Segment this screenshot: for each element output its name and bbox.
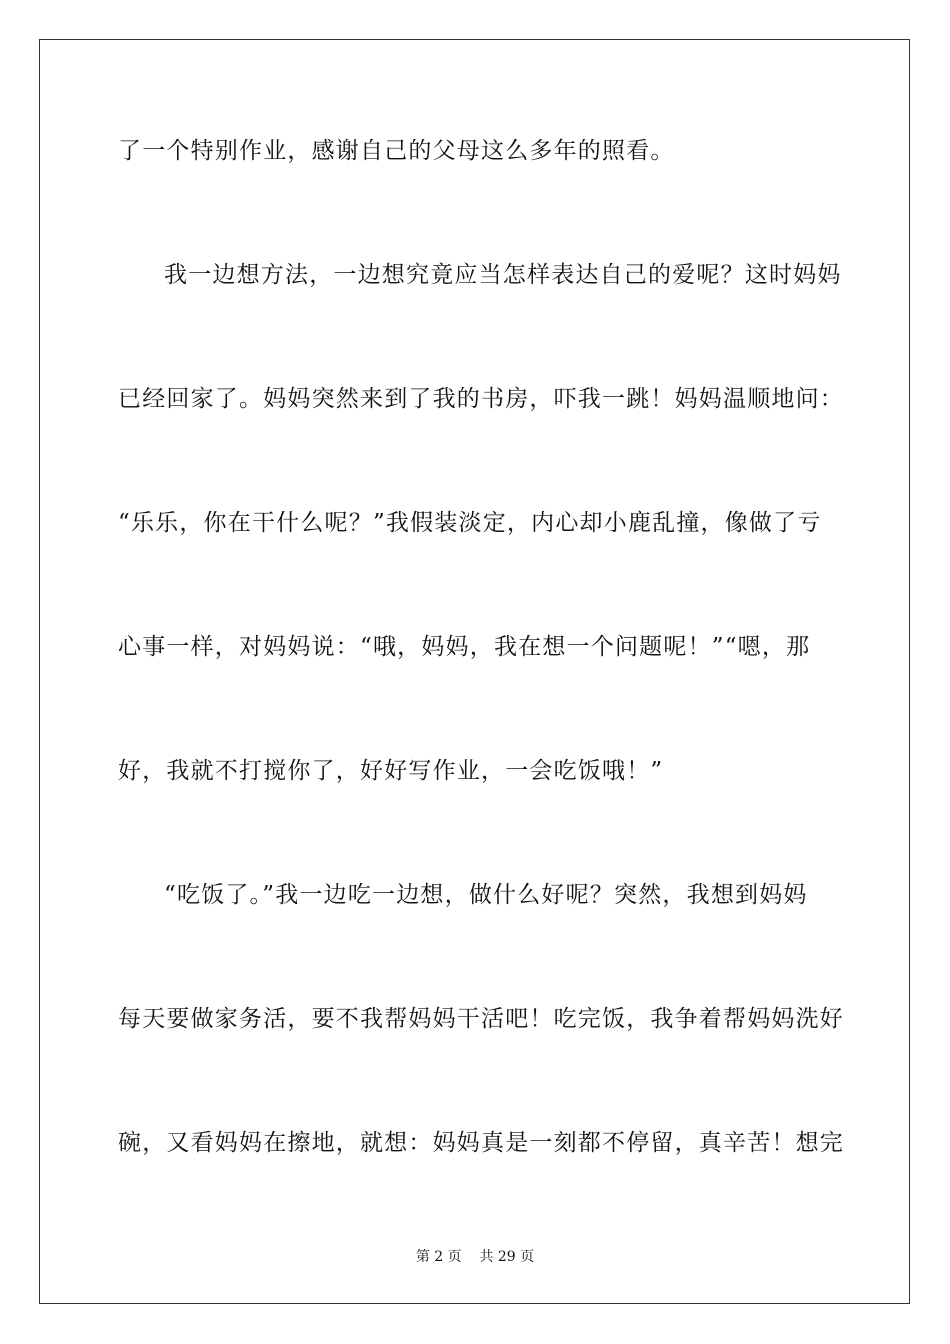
text-line-9: 碗，又看妈妈在擦地，就想：妈妈真是一刻都不停留，真辛苦！想完 <box>118 1130 844 1156</box>
page-border <box>39 39 910 1304</box>
page-footer <box>0 1248 950 1266</box>
page-number: 第 2 页 <box>415 1249 462 1265</box>
text-line-7: “吃饭了。”我一边吃一边想，做什么好呢？突然，我想到妈妈 <box>164 882 808 908</box>
total-pages: 共 29 页 <box>479 1249 535 1265</box>
text-line-4: “乐乐，你在干什么呢？”我假装淡定，内心却小鹿乱撞，像做了亏 <box>118 510 822 536</box>
text-line-6: 好，我就不打搅你了，好好写作业，一会吃饭哦！” <box>118 758 664 784</box>
text-line-5: 心事一样，对妈妈说：“哦，妈妈，我在想一个问题呢！”“嗯，那 <box>118 634 811 660</box>
text-line-1: 了一个特别作业，感谢自己的父母这么多年的照看。 <box>118 138 675 164</box>
text-line-2: 我一边想方法，一边想究竟应当怎样表达自己的爱呢？这时妈妈 <box>164 262 842 288</box>
text-line-8: 每天要做家务活，要不我帮妈妈干活吧！吃完饭，我争着帮妈妈洗好 <box>118 1006 844 1032</box>
text-line-3: 已经回家了。妈妈突然来到了我的书房，吓我一跳！妈妈温顺地问： <box>118 386 844 412</box>
